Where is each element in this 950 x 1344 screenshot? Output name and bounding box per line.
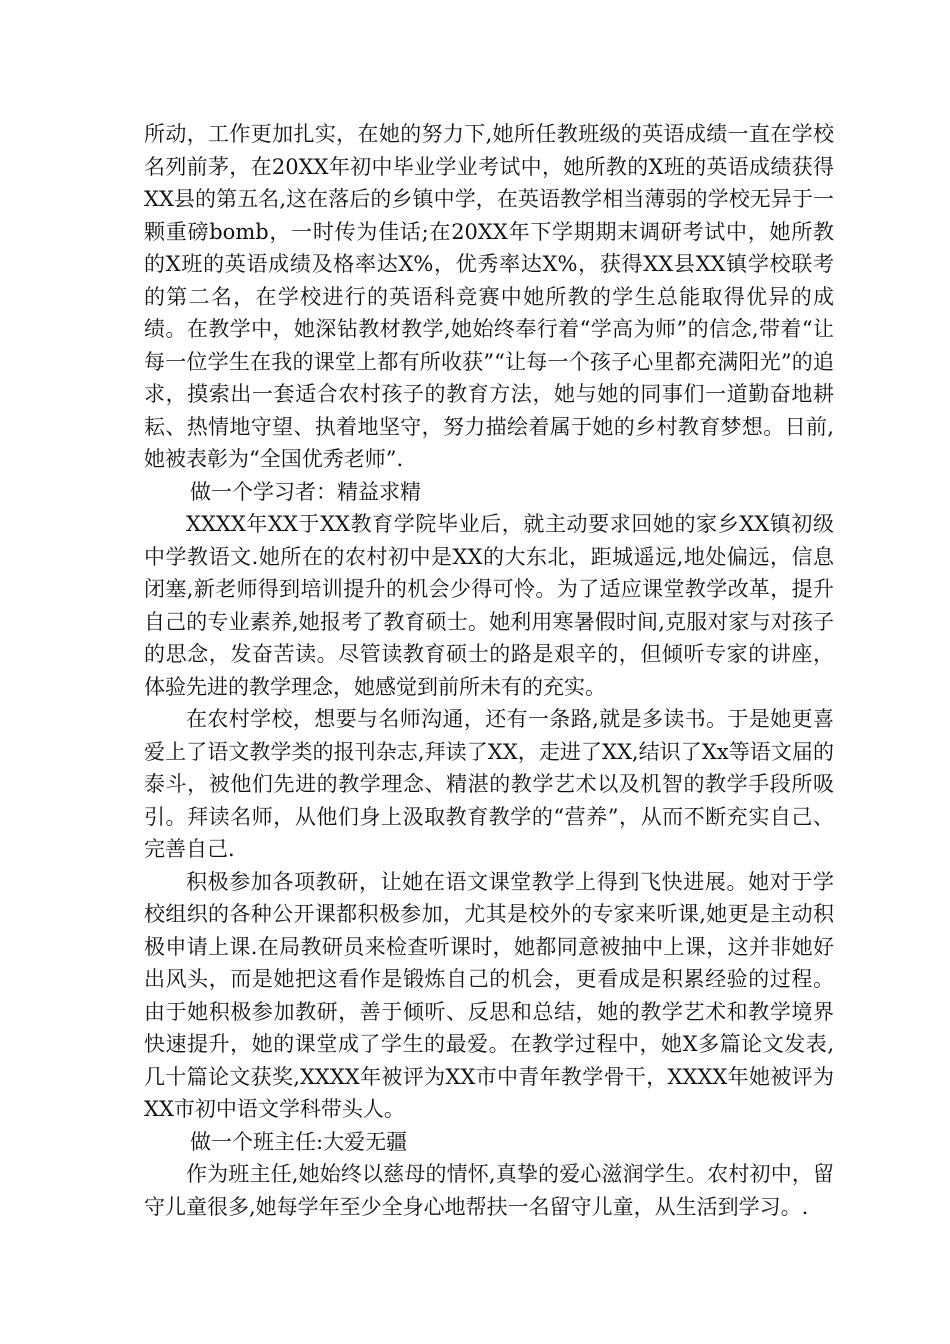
paragraph-continuation: 所动，工作更加扎实，在她的努力下,她所任教班级的英语成绩一直在学校名列前茅，在20XX年初中毕业学业考试中，她所教的X班的英语成绩获得XX县的第五名,这在落后的乡镇中学，在英语教学相当薄弱的学校无异于一颗重磅bomb，一时传为佳话;在20XX年下学期期末调研考试中，她所教的X班的英语成绩及格率达X%，优秀率达X%，获得XX县XX镇学校联考的第二名，在学校进行的英语科竞赛中她所教的学生总能取得优异的成绩。在教学中，她深钻教材教学,她始终奉行着“学高为师”的信念,带着“让每一位学生在我的课堂上都有所收获”“让每一个孩子心里都充满阳光”的追求，摸索出一套适合农村孩子的教育方法，她与她的同事们一道勤奋地耕耘、热情地守望、执着地坚守，努力描绘着属于她的乡村教育梦想。日前,她被表彰为“全国优秀老师”.: [144, 122, 834, 471]
paragraph-reading: 在农村学校，想要与名师沟通，还有一条路,就是多读书。于是她更喜爱上了语文教学类的报刊杂志,拜读了XX，走进了XX,结识了Xx等语文届的泰斗，被他们先进的教学理念、精湛的教学艺术以及机智的教学手段所吸引。拜读名师，从他们身上汲取教育教学的“营养”，从而不断充实自己、完善自己.: [144, 707, 834, 861]
article-body: [144, 118, 834, 1223]
paragraph-class-teacher: 作为班主任,她始终以慈母的情怀,真挚的爱心滋润学生。农村初中，留守儿童很多,她每学年至少全身心地帮扶一名留守儿童，从生活到学习。.: [144, 1162, 834, 1219]
section-heading-learner: 做一个学习者：精益求精: [190, 479, 421, 504]
paragraph-teaching-research: 积极参加各项教研，让她在语文课堂教学上得到飞快进展。她对于学校组织的各种公开课都积极参加，尤其是校外的专家来听课,她更是主动积极申请上课.在局教研员来检查听课时，她都同意被抽中上课，这并非她好出风头，而是她把这看作是锻炼自己的机会，更看成是积累经验的过程。由于她积极参加教研，善于倾听、反思和总结，她的教学艺术和教学境界快速提升，她的课堂成了学生的最爱。在教学过程中，她X多篇论文发表,几十篇论文获奖,XXXX年被评为XX市中青年教学骨干，XXXX年她被评为XX市初中语文学科带头人。: [144, 869, 834, 1121]
paragraph-education-master: XXXX年XX于XX教育学院毕业后，就主动要求回她的家乡XX镇初级中学教语文.她所在的农村初中是XX的大东北，距城遥远,地处偏远，信息闭塞,新老师得到培训提升的机会少得可怜。为了适应课堂教学改革，提升自己的专业素养,她报考了教育硕士。她利用寒暑假时间,克服对家与对孩子的思念，发奋苦读。尽管读教育硕士的路是艰辛的，但倾听专家的讲座，体验先进的教学理念，她感觉到前所未有的充实。: [144, 512, 834, 699]
section-heading-class-teacher: 做一个班主任:大爱无疆: [190, 1129, 408, 1154]
